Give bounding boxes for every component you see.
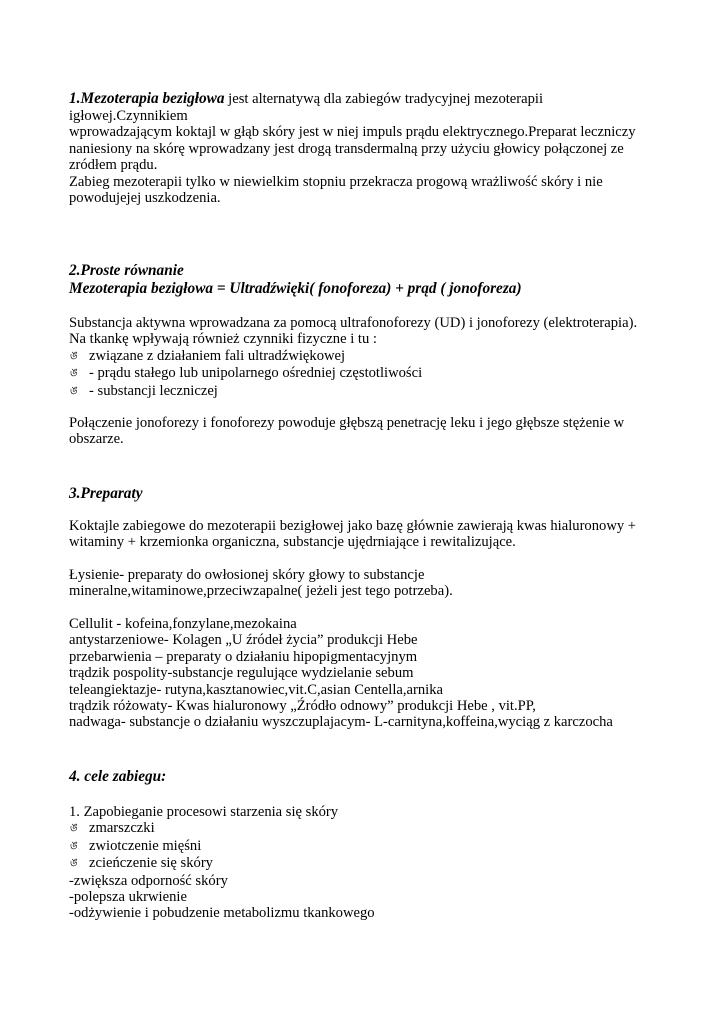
section-2-intro-line: Na tkankę wpływają również czynniki fizyczne i tu : <box>69 331 377 348</box>
list-item <box>69 365 669 382</box>
bullet-icon: ঙ <box>69 821 78 835</box>
section-3 <box>69 485 669 503</box>
section-3-p2-line: mineralne,witaminowe,przeciwzapalne( jeżeli jest tego potrzeba). <box>69 583 453 600</box>
section-1-title: 1.Mezoterapia bezigłowa <box>69 90 225 107</box>
section-3-p3-line: nadwaga- substancje o działaniu wyszczuplajacym- L-carnityna,koffeina,wyciąg z karczocha <box>69 714 613 731</box>
section-2-formula: Mezoterapia bezigłowa = Ultradźwięki( fonoforeza) + prąd ( jonoforeza) <box>69 280 522 297</box>
bullet-icon: ঙ <box>69 856 78 870</box>
section-4-body <box>69 804 669 922</box>
list-item <box>69 383 669 400</box>
section-2-title: 2.Proste równanie <box>69 262 184 279</box>
section-1-line: zródłem prądu. <box>69 157 158 174</box>
section-3-p3-line: Cellulit - kofeina,fonzylane,mezokaina <box>69 616 297 632</box>
bullet-icon: ঙ <box>69 366 78 380</box>
section-4-tail-line: -zwiększa odporność skóry <box>69 872 228 889</box>
list-item <box>69 820 669 837</box>
section-1-line1-rest: jest alternatywą dla zabiegów tradycyjnej mezoterapii <box>224 91 544 107</box>
list-item-text: zmarszczki <box>89 820 155 837</box>
section-2-outro-line: obszarze. <box>69 431 124 448</box>
list-item-text: - substancji leczniczej <box>89 382 218 399</box>
section-3-p3-line: trądzik pospolity-substancje regulujące wydzielanie sebum <box>69 665 414 682</box>
bullet-icon: ঙ <box>69 838 78 852</box>
list-item <box>69 348 669 365</box>
section-4-tail-line: -odżywienie i pobudzenie metabolizmu tkankowego <box>69 905 375 922</box>
section-1-line: wprowadzającym koktajl w głąb skóry jest w niej impuls prądu elektrycznego.Preparat leczniczy <box>69 124 636 141</box>
section-4-tail-line: -polepsza ukrwienie <box>69 889 187 906</box>
list-item-text: zcieńczenie się skóry <box>89 855 213 872</box>
section-2-outro-line: Połączenie jonoforezy i fonoforezy powoduje głębszą penetrację leku i jego głębsze stężenie w <box>69 415 625 431</box>
section-4 <box>69 768 669 786</box>
section-3-p3-line: przebarwienia – preparaty o działaniu hipopigmentacyjnym <box>69 648 418 665</box>
list-item-text: zwiotczenie mięśni <box>89 837 202 854</box>
bullet-icon: ঙ <box>69 383 78 397</box>
section-2-body <box>69 315 669 400</box>
section-3-p3-line: trądzik różowaty- Kwas hialuronowy „Źródło odnowy” produkcji Hebe , vit.PP, <box>69 698 536 715</box>
list-item-text: - prądu stałego lub unipolarnego ośredniej częstotliwości <box>89 365 423 382</box>
section-2-intro-line: Substancja aktywna wprowadzana za pomocą ultrafonoforezy (UD) i jonoforezy (elektroterapia). <box>69 315 638 331</box>
section-3-p1-line: witaminy + krzemionka organiczna, substancje ujędrniające i rewitalizujące. <box>69 534 516 551</box>
section-4-item-1: 1. Zapobieganie procesowi starzenia się skóry <box>69 804 339 820</box>
section-2 <box>69 262 669 298</box>
section-3-p3-line: teleangiektazje- rutyna,kasztanowiec,vit.C,asian Centella,arnika <box>69 681 444 698</box>
section-1-line: Zabieg mezoterapii tylko w niewielkim stopniu przekracza progową wrażliwość skóry i nie <box>69 173 603 190</box>
section-1 <box>69 90 669 206</box>
section-1-line: igłowej.Czynnikiem <box>69 108 188 124</box>
section-3-title: 3.Preparaty <box>69 485 143 502</box>
list-item <box>69 838 669 855</box>
section-3-p3-line: antystarzeniowe- Kolagen „U źródeł życia” produkcji Hebe <box>69 632 418 649</box>
section-4-title: 4. cele zabiegu: <box>69 768 167 785</box>
section-1-line: powodujejej uszkodzenia. <box>69 190 221 207</box>
section-3-p1 <box>69 518 669 551</box>
section-2-outro <box>69 415 669 448</box>
section-3-p3 <box>69 616 669 731</box>
section-3-p2-line: Łysienie- preparaty do owłosionej skóry głowy to substancje <box>69 567 425 583</box>
bullet-icon: ঙ <box>69 348 78 362</box>
list-item-text: związane z działaniem fali ultradźwiękowej <box>89 347 346 364</box>
section-1-first-line <box>69 90 669 108</box>
list-item <box>69 855 669 872</box>
section-3-p1-line: Koktajle zabiegowe do mezoterapii bezigłowej jako bazę głównie zawierają kwas hialuronowy + <box>69 518 637 534</box>
section-1-line: naniesiony na skórę wprowadzany jest drogą transdermalną przy użyciu głowicy połączonej ze <box>69 140 624 157</box>
section-3-p2 <box>69 567 669 600</box>
